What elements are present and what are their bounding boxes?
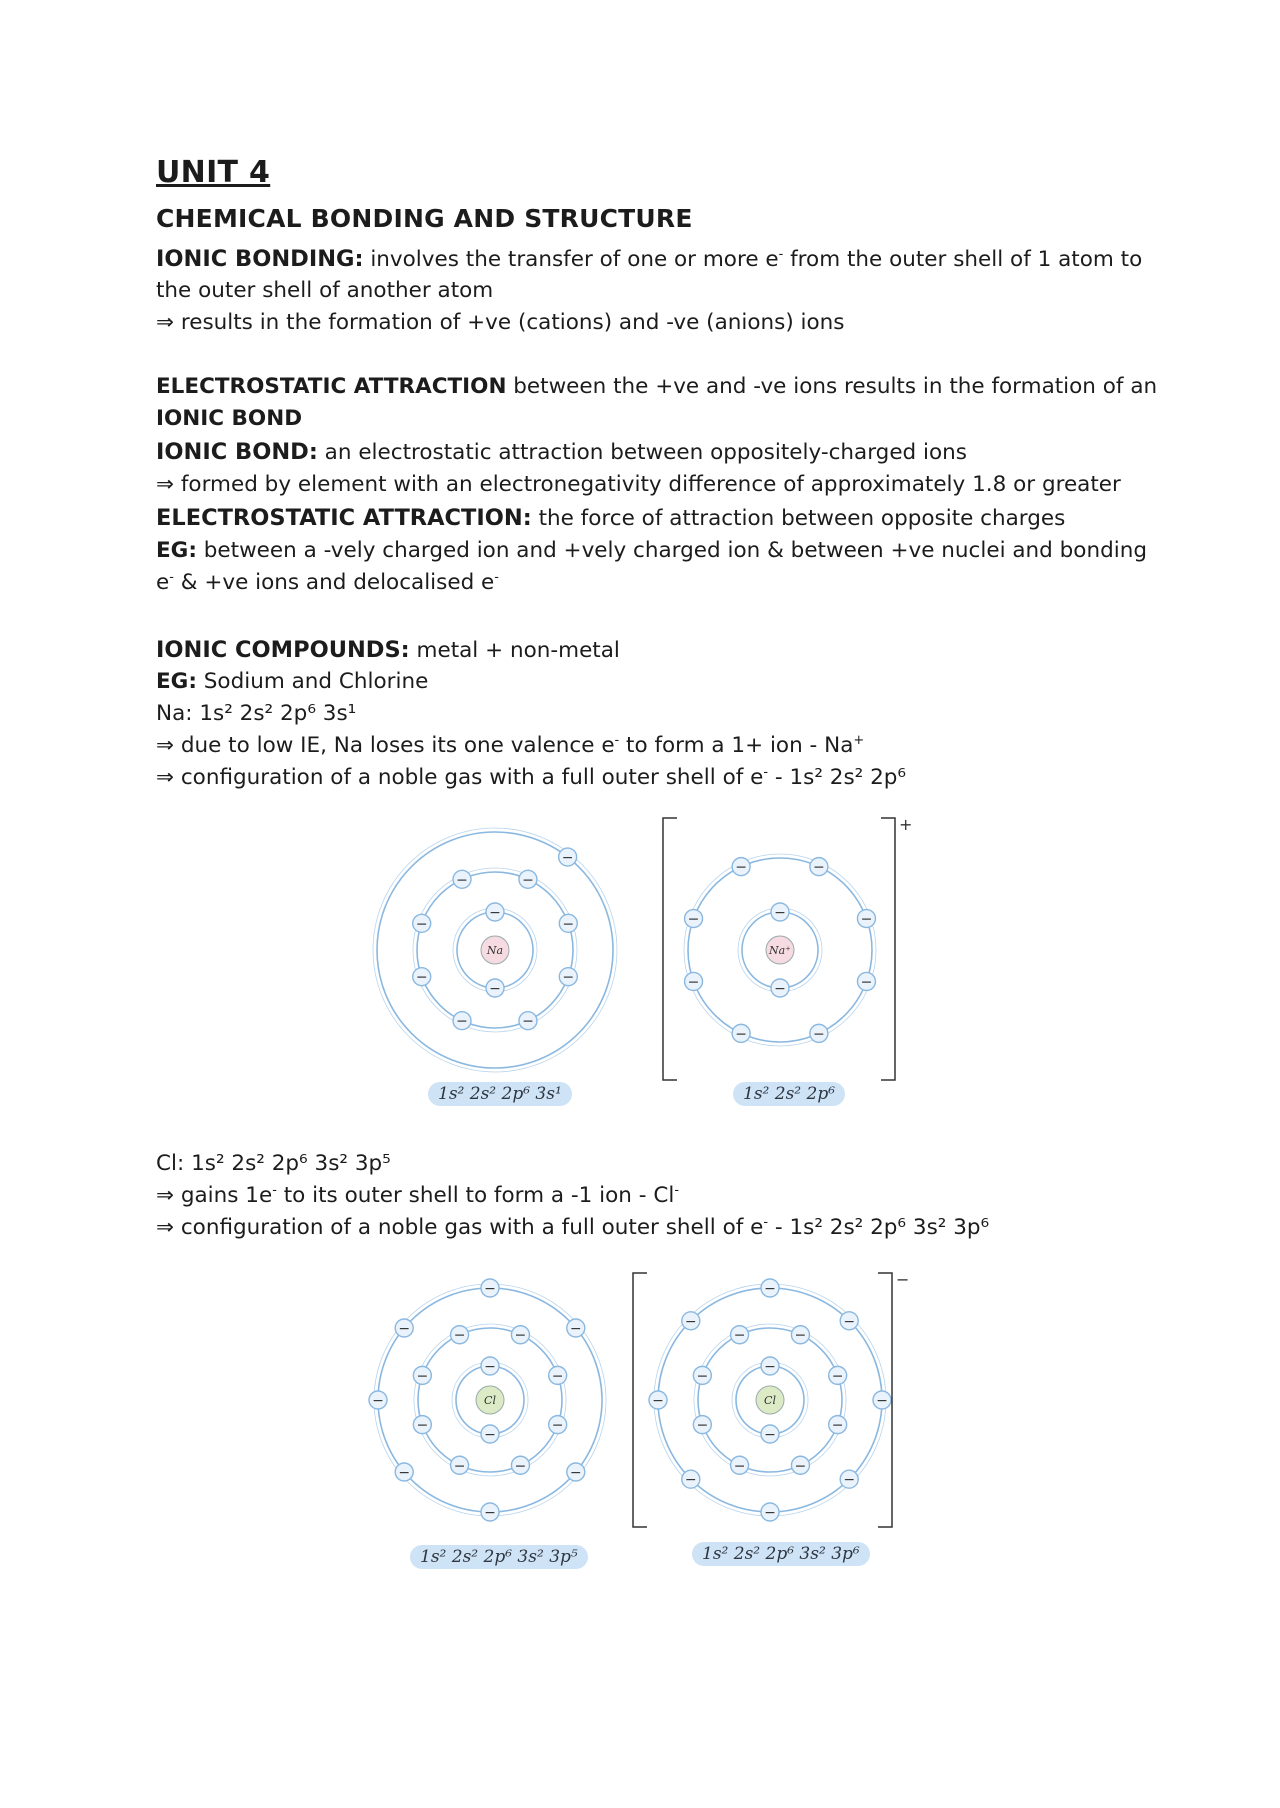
cl-atom-diagram: [360, 1270, 620, 1530]
svg-text:−: −: [764, 1505, 776, 1521]
cl-atom-electron: [369, 1391, 387, 1409]
svg-text:−: −: [831, 1368, 844, 1385]
svg-text:−: −: [794, 1458, 807, 1475]
na-ion-caption: 1s² 2s² 2p⁶: [733, 1082, 845, 1106]
eg-line-1: EG: between a -vely charged ion and +vely charged ion & between +ve nuclei and bonding: [156, 538, 1147, 563]
na-atom-electron: [486, 903, 504, 921]
svg-text:−: −: [794, 1327, 807, 1344]
cl-ion-electron: [829, 1416, 847, 1434]
cl-atom-electron: [413, 1416, 431, 1434]
cl-atom-caption: 1s² 2s² 2p⁶ 3s² 3p⁵: [410, 1545, 588, 1569]
na-atom-electron: [519, 870, 537, 888]
svg-text:−: −: [398, 1464, 411, 1481]
na-ion-electron: [810, 1024, 828, 1042]
na-atom-electron: [413, 914, 431, 932]
cl-ion-electron: [829, 1366, 847, 1384]
cl-ion-charge: −: [896, 1270, 910, 1289]
cl-atom-electron: [481, 1279, 499, 1297]
na-atom-electron: [453, 1012, 471, 1030]
svg-text:−: −: [735, 1026, 747, 1043]
na-atom-electron: [559, 848, 577, 866]
svg-text:−: −: [372, 1393, 384, 1409]
svg-text:−: −: [453, 1327, 466, 1344]
na-ion-diagram: [660, 815, 913, 1085]
cl-ion-electron: [693, 1366, 711, 1384]
cl-atom-electron: [451, 1326, 469, 1344]
na-atom-electron: [453, 870, 471, 888]
svg-text:−: −: [415, 916, 428, 933]
eg-sodium-chlorine: EG: Sodium and Chlorine: [156, 669, 429, 694]
attraction-definition: ELECTROSTATIC ATTRACTION: the force of attraction between opposite charges: [156, 505, 1066, 531]
na-atom-diagram: [360, 815, 630, 1085]
na-ion-electron: [857, 972, 875, 990]
svg-text:−: −: [733, 1327, 746, 1344]
electrostatic-line-2: IONIC BOND: [156, 406, 303, 431]
cl-line-1: ⇒ gains 1e- to its outer shell to form a -1 ion - Cl-: [156, 1182, 679, 1208]
cl-ion-electron: [731, 1456, 749, 1474]
cl-ion-electron: [682, 1312, 700, 1330]
svg-text:−: −: [696, 1417, 709, 1434]
svg-text:−: −: [562, 969, 575, 986]
svg-text:−: −: [687, 911, 700, 928]
cl-atom-electron: [567, 1463, 585, 1481]
svg-text:−: −: [561, 850, 574, 867]
na-ion-charge: +: [899, 815, 913, 834]
svg-text:−: −: [562, 916, 575, 933]
na-line-1: ⇒ due to low IE, Na loses its one valence e- to form a 1+ ion - Na+: [156, 732, 865, 758]
svg-text:−: −: [652, 1393, 664, 1409]
cl-ion-electron: [761, 1279, 779, 1297]
svg-text:−: −: [764, 1427, 776, 1443]
na-ion-electron: [685, 972, 703, 990]
cl-ion-diagram: [630, 1270, 910, 1530]
ionic-bonding-line-2: the outer shell of another atom: [156, 278, 494, 303]
svg-text:−: −: [774, 981, 786, 997]
na-atom-electron: [559, 968, 577, 986]
cl-atom-electron: [511, 1326, 529, 1344]
svg-text:Na⁺: Na⁺: [769, 944, 791, 957]
na-atom-electron: [413, 968, 431, 986]
cl-ion-left-bracket: [633, 1273, 647, 1527]
cl-ion-electron: [693, 1416, 711, 1434]
svg-text:−: −: [733, 1458, 746, 1475]
svg-text:−: −: [415, 969, 428, 986]
svg-text:−: −: [813, 859, 825, 876]
cl-ion-nucleus: [756, 1386, 784, 1414]
na-ion-electron: [771, 903, 789, 921]
cl-ion-electron: [649, 1391, 667, 1409]
na-atom-electron: [559, 914, 577, 932]
svg-text:−: −: [484, 1359, 496, 1375]
na-ion-electron: [857, 910, 875, 928]
cl-atom-electron: [481, 1503, 499, 1521]
svg-text:−: −: [569, 1321, 582, 1338]
cl-ion-electron: [682, 1470, 700, 1488]
svg-text:−: −: [551, 1417, 564, 1434]
electrostatic-line-1: ELECTROSTATIC ATTRACTION between the +ve and -ve ions results in the formation of an: [156, 374, 1158, 399]
section-title: CHEMICAL BONDING AND STRUCTURE: [156, 204, 693, 233]
ionic-bonding-line-1: IONIC BONDING: involves the transfer of one or more e- from the outer shell of 1 atom to: [156, 246, 1143, 272]
na-ion-electron: [732, 858, 750, 876]
cl-atom-electron: [481, 1425, 499, 1443]
svg-text:−: −: [456, 1013, 468, 1030]
cl-ion-electron: [731, 1326, 749, 1344]
svg-text:−: −: [514, 1458, 527, 1475]
svg-text:−: −: [735, 859, 747, 876]
svg-text:−: −: [398, 1321, 411, 1338]
svg-text:Cl: Cl: [484, 1394, 496, 1407]
term-ionic-bonding: IONIC BONDING:: [156, 246, 364, 272]
cl-ion-electron: [840, 1470, 858, 1488]
svg-text:−: −: [522, 1013, 534, 1030]
svg-text:−: −: [484, 1505, 496, 1521]
svg-text:−: −: [522, 872, 534, 889]
svg-text:−: −: [843, 1472, 856, 1489]
svg-text:−: −: [813, 1026, 825, 1043]
na-ion-electron: [732, 1024, 750, 1042]
na-atom-electron: [519, 1012, 537, 1030]
svg-text:−: −: [456, 872, 468, 889]
svg-text:−: −: [489, 905, 501, 921]
svg-text:−: −: [551, 1368, 564, 1385]
cl-ion-electron: [840, 1312, 858, 1330]
svg-text:−: −: [774, 905, 786, 921]
ionic-bond-definition: IONIC BOND: an electrostatic attraction between oppositely-charged ions: [156, 439, 967, 465]
svg-text:−: −: [843, 1313, 856, 1330]
cl-atom-electron: [413, 1366, 431, 1384]
svg-text:Cl: Cl: [764, 1394, 776, 1407]
svg-text:−: −: [489, 981, 501, 997]
svg-text:−: −: [514, 1327, 527, 1344]
svg-text:−: −: [687, 974, 700, 991]
na-atom-electron: [486, 979, 504, 997]
cl-line-2: ⇒ configuration of a noble gas with a full outer shell of e- - 1s² 2s² 2p⁶ 3s² 3p⁶: [156, 1214, 990, 1240]
cl-ion-electron: [761, 1503, 779, 1521]
svg-text:−: −: [484, 1427, 496, 1443]
cl-atom-electron: [549, 1416, 567, 1434]
cl-atom-electron: [451, 1456, 469, 1474]
svg-text:Na: Na: [486, 944, 504, 957]
cl-ion-caption: 1s² 2s² 2p⁶ 3s² 3p⁶: [692, 1542, 870, 1566]
svg-text:−: −: [484, 1281, 496, 1297]
svg-text:−: −: [684, 1472, 697, 1489]
svg-text:−: −: [569, 1464, 582, 1481]
svg-text:−: −: [860, 974, 873, 991]
svg-text:−: −: [453, 1458, 466, 1475]
svg-text:−: −: [860, 911, 873, 928]
na-line-2: ⇒ configuration of a noble gas with a full outer shell of e- - 1s² 2s² 2p⁶: [156, 764, 907, 790]
cl-ion-electron: [761, 1357, 779, 1375]
unit-title: UNIT 4: [156, 155, 271, 190]
svg-text:−: −: [831, 1417, 844, 1434]
na-ion-left-bracket: [663, 818, 677, 1080]
na-ion-electron: [771, 979, 789, 997]
na-config: Na: 1s² 2s² 2p⁶ 3s¹: [156, 701, 357, 726]
cl-ion-electron: [791, 1456, 809, 1474]
cl-atom-electron: [549, 1366, 567, 1384]
na-ion-electron: [810, 858, 828, 876]
na-ion-nucleus: [766, 936, 794, 964]
ionic-compounds-line: IONIC COMPOUNDS: metal + non-metal: [156, 637, 620, 663]
svg-text:−: −: [696, 1368, 709, 1385]
na-ion-right-bracket: [881, 818, 895, 1080]
cl-atom-electron: [567, 1319, 585, 1337]
cl-atom-electron: [395, 1319, 413, 1337]
ionic-bond-definition-2: ⇒ formed by element with an electronegativity difference of approximately 1.8 or greater: [156, 472, 1121, 497]
cl-ion-electron: [761, 1425, 779, 1443]
svg-text:−: −: [416, 1368, 429, 1385]
cl-atom-electron: [511, 1456, 529, 1474]
svg-text:−: −: [416, 1417, 429, 1434]
svg-text:−: −: [876, 1393, 888, 1409]
ionic-bonding-line-3: ⇒ results in the formation of +ve (cations) and -ve (anions) ions: [156, 310, 845, 335]
na-ion-electron: [685, 910, 703, 928]
cl-atom-nucleus: [476, 1386, 504, 1414]
na-atom-nucleus: [481, 936, 509, 964]
cl-atom-electron: [395, 1463, 413, 1481]
eg-line-2: e- & +ve ions and delocalised e-: [156, 569, 499, 595]
svg-text:−: −: [764, 1359, 776, 1375]
na-atom-caption: 1s² 2s² 2p⁶ 3s¹: [428, 1082, 572, 1106]
cl-atom-electron: [481, 1357, 499, 1375]
cl-config: Cl: 1s² 2s² 2p⁶ 3s² 3p⁵: [156, 1151, 391, 1176]
cl-ion-electron: [873, 1391, 891, 1409]
svg-text:−: −: [764, 1281, 776, 1297]
cl-ion-electron: [791, 1326, 809, 1344]
svg-text:−: −: [684, 1313, 697, 1330]
